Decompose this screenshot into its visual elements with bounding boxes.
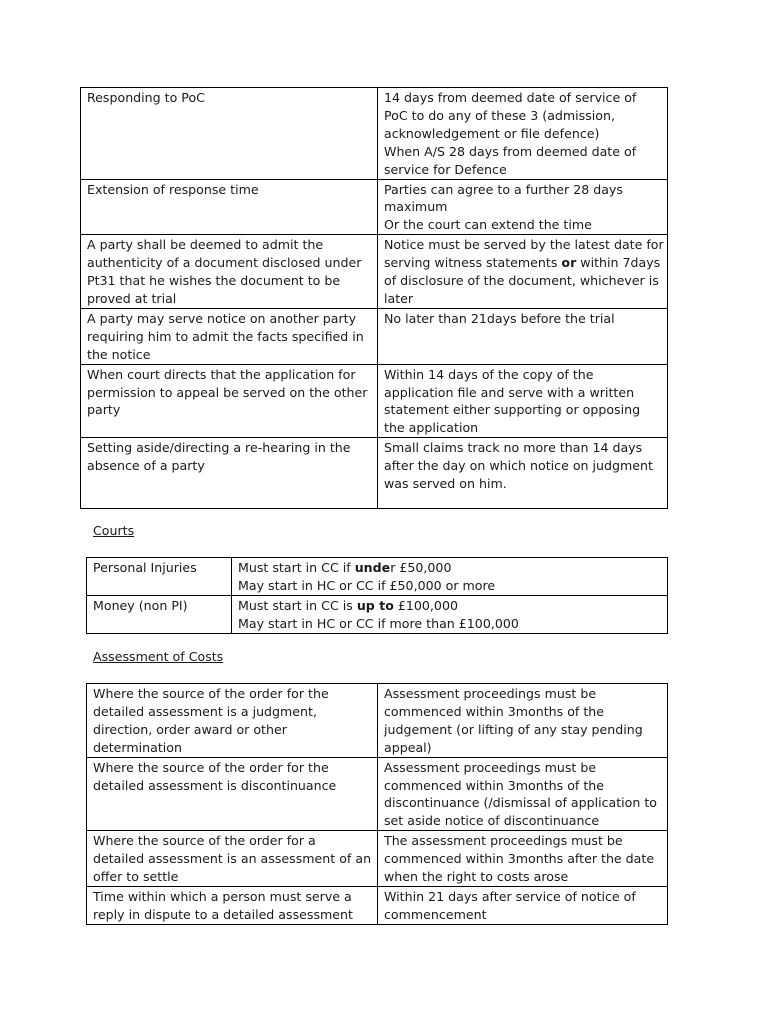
- cell-line: commenced within 3months after the date: [384, 851, 655, 867]
- cell-line: Where the source of the order for the: [93, 759, 329, 775]
- table-cell: [378, 235, 668, 309]
- table-row: [87, 757, 668, 831]
- cell-line: Where the source of the order for a: [93, 833, 316, 849]
- cell-line: application file and serve with a written: [384, 384, 635, 400]
- cell-line: When court directs that the application for: [87, 366, 356, 382]
- table-row: [81, 438, 668, 509]
- cell-line: detailed assessment is a judgment,: [93, 703, 317, 719]
- cell-line: [238, 559, 661, 577]
- cell-line: Money (non PI): [93, 597, 188, 613]
- cell-line: of disclosure of the document, whichever is: [384, 273, 659, 289]
- cell-line: reply in dispute to a detailed assessment: [93, 906, 353, 922]
- cell-line: proved at trial: [87, 290, 177, 306]
- table-row: [87, 595, 668, 633]
- cell-line: the notice: [87, 346, 151, 362]
- table-cell: [378, 88, 668, 180]
- cell-line: discontinuance (/dismissal of application to: [384, 795, 658, 811]
- cell-line: the application: [384, 420, 479, 436]
- emphasis-text: or: [561, 255, 577, 271]
- cell-line: appeal): [384, 739, 432, 755]
- table-cell: [378, 308, 668, 364]
- cell-line: commencement: [384, 906, 487, 922]
- table-cell: [87, 886, 378, 924]
- cell-line: authenticity of a document disclosed under: [87, 255, 362, 271]
- cell-line: May start in HC or CC if £50,000 or more: [238, 577, 496, 593]
- cell-line: Parties can agree to a further 28 days: [384, 181, 623, 197]
- cell-line: offer to settle: [93, 869, 179, 885]
- cell-line: Personal Injuries: [93, 560, 197, 575]
- cell-line: Or the court can extend the time: [384, 217, 592, 233]
- time-limits-table: [80, 87, 668, 509]
- cell-text: Must start in CC is: [238, 597, 357, 613]
- table-cell: [378, 757, 668, 831]
- cell-line: permission to appeal be served on the other: [87, 384, 368, 400]
- cell-line: after the day on which notice on judgment: [384, 458, 653, 474]
- cell-line: when the right to costs arose: [384, 869, 569, 885]
- cell-line: judgement (or lifting of any stay pending: [384, 721, 643, 737]
- cell-line: [238, 597, 661, 615]
- cell-line: PoC to do any of these 3 (admission,: [384, 107, 615, 123]
- table-cell: [87, 595, 232, 633]
- cell-text: £100,000: [393, 597, 458, 613]
- table-cell: [232, 595, 668, 633]
- table-row: [81, 179, 668, 235]
- cell-line: Within 21 days after service of notice of: [384, 888, 636, 904]
- emphasis-text: unde: [354, 560, 391, 575]
- table-row: [81, 364, 668, 438]
- cell-line: statement either supporting or opposing: [384, 402, 641, 418]
- table-cell: [81, 364, 378, 438]
- costs-heading: Assessment of Costs: [93, 649, 224, 664]
- cell-line: When A/S 28 days from deemed date of: [384, 143, 637, 159]
- table-cell: [378, 684, 668, 758]
- cell-line: No later than 21days before the trial: [384, 310, 615, 326]
- table-cell: [81, 438, 378, 509]
- table-cell: [81, 235, 378, 309]
- cell-line: Setting aside/directing a re-hearing in the: [87, 440, 351, 456]
- cell-line: detailed assessment is discontinuance: [93, 777, 337, 793]
- cell-line: The assessment proceedings must be: [384, 833, 623, 849]
- table-cell: [87, 831, 378, 887]
- table-cell: [81, 179, 378, 235]
- table-cell: [81, 308, 378, 364]
- table-cell: [378, 438, 668, 509]
- cell-line: 14 days from deemed date of service of: [384, 90, 637, 105]
- cell-line: was served on him.: [384, 476, 507, 492]
- table-row: [81, 235, 668, 309]
- cell-line: Extension of response time: [87, 181, 259, 197]
- cell-line: Pt31 that he wishes the document to be: [87, 273, 341, 289]
- cell-line: Small claims track no more than 14 days: [384, 440, 643, 456]
- table-cell: [232, 558, 668, 596]
- cell-line: A party shall be deemed to admit the: [87, 237, 324, 253]
- cell-line: detailed assessment is an assessment of an: [93, 851, 372, 867]
- table-cell: [378, 886, 668, 924]
- table-cell: [378, 179, 668, 235]
- cell-line: Within 14 days of the copy of the: [384, 366, 594, 382]
- cell-text: Must start in CC if: [238, 560, 355, 575]
- cell-line: absence of a party: [87, 458, 205, 474]
- cell-text: r £50,000: [390, 560, 452, 575]
- cell-line: Assessment proceedings must be: [384, 759, 597, 775]
- cell-line: Assessment proceedings must be: [384, 686, 597, 701]
- table-row: [87, 558, 668, 596]
- table-row: [87, 684, 668, 758]
- table-cell: [87, 684, 378, 758]
- cell-line: Responding to PoC: [87, 90, 205, 105]
- cell-line: acknowledgement or file defence): [384, 125, 600, 141]
- table-row: [87, 886, 668, 924]
- cell-line: set aside notice of discontinuance: [384, 813, 600, 829]
- cell-line: service for Defence: [384, 161, 507, 177]
- cell-line: Where the source of the order for the: [93, 686, 329, 701]
- cell-line: direction, order award or other: [93, 721, 287, 737]
- cell-line: May start in HC or CC if more than £100,000: [238, 615, 519, 631]
- cell-line: commenced within 3months of the: [384, 703, 605, 719]
- table-row: [81, 88, 668, 180]
- table-cell: [378, 831, 668, 887]
- table-cell: [87, 757, 378, 831]
- table-row: [81, 308, 668, 364]
- costs-table: [86, 683, 668, 925]
- table-cell: [378, 364, 668, 438]
- cell-line: commenced within 3months of the: [384, 777, 605, 793]
- courts-table: [86, 557, 668, 634]
- table-cell: [81, 88, 378, 180]
- courts-heading: Courts: [93, 523, 135, 538]
- cell-line: requiring him to admit the facts specified in: [87, 328, 364, 344]
- cell-line: determination: [93, 739, 182, 755]
- cell-text: within 7days: [576, 255, 661, 271]
- emphasis-text: up to: [356, 597, 394, 613]
- cell-line: Notice must be served by the latest date for: [384, 237, 664, 253]
- cell-line: later: [384, 290, 414, 306]
- table-row: [87, 831, 668, 887]
- cell-line: party: [87, 402, 121, 418]
- table-cell: [87, 558, 232, 596]
- cell-line: [384, 254, 661, 272]
- cell-line: A party may serve notice on another party: [87, 310, 357, 326]
- cell-line: maximum: [384, 199, 448, 215]
- cell-line: Time within which a person must serve a: [93, 888, 352, 904]
- cell-text: serving witness statements: [384, 255, 562, 271]
